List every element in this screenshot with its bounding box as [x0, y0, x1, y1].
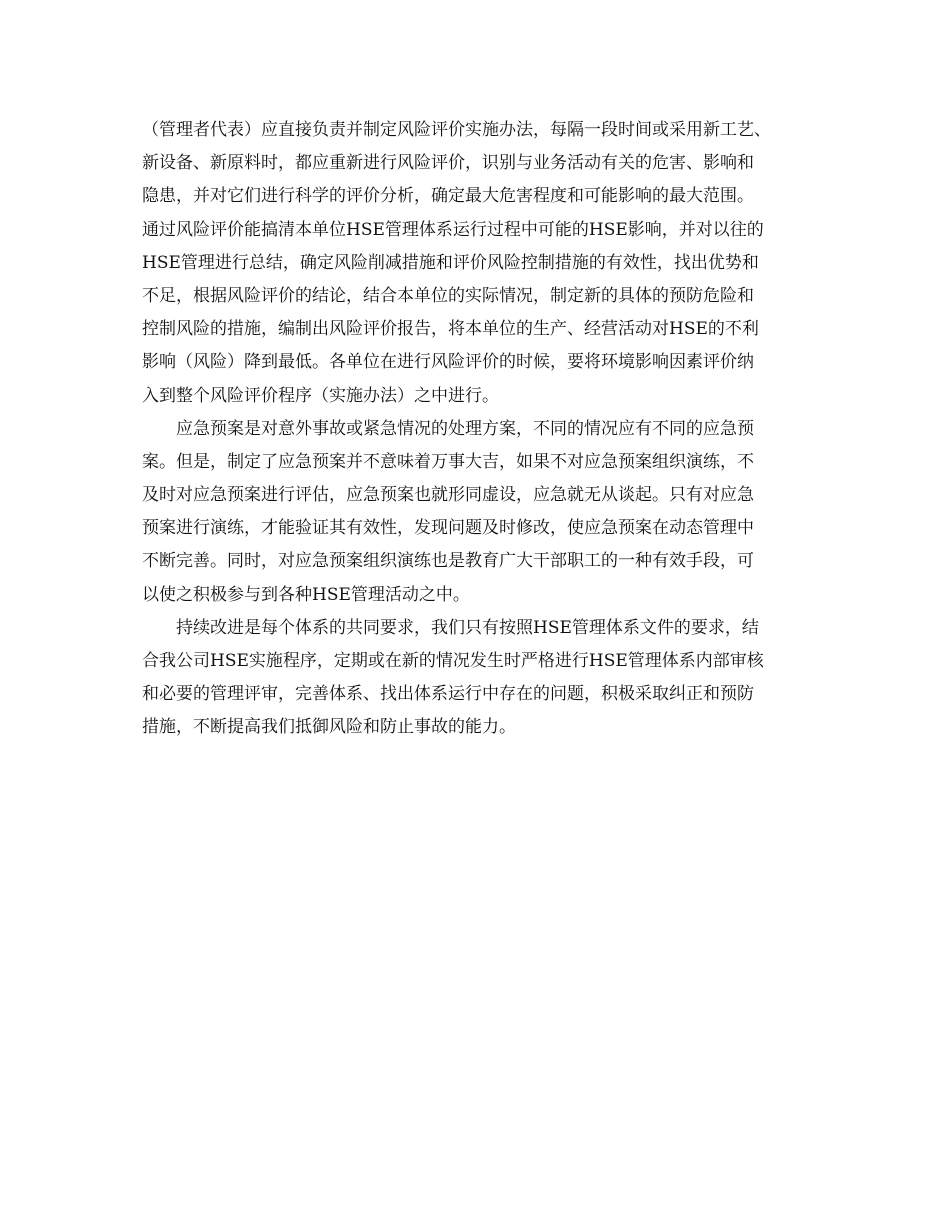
- text-line: 入到整个风险评价程序（实施办法）之中进行。: [142, 385, 499, 406]
- text-line: HSE管理进行总结，确定风险削减措施和评价风险控制措施的有效性，找出优势和: [142, 252, 759, 273]
- text-line: 影响（风险）降到最低。各单位在进行风险评价的时候，要将环境影响因素评价纳: [142, 352, 754, 373]
- text-line: 和必要的管理评审，完善体系、找出体系运行中存在的问题，积极采取纠正和预防: [142, 684, 754, 705]
- text-line: 通过风险评价能搞清本单位HSE管理体系运行过程中可能的HSE影响，并对以往的: [142, 219, 764, 240]
- text-line: 及时对应急预案进行评估，应急预案也就形同虚设，应急就无从谈起。只有对应急: [142, 485, 754, 506]
- text-line: 以使之积极参与到各种HSE管理活动之中。: [142, 584, 470, 605]
- document-body: [142, 114, 822, 745]
- text-line: 措施，不断提高我们抵御风险和防止事故的能力。: [142, 717, 516, 738]
- text-line: 合我公司HSE实施程序，定期或在新的情况发生时严格进行HSE管理体系内部审核: [142, 651, 764, 671]
- paragraph-continuous-improvement: [142, 612, 822, 745]
- paragraph-risk-assessment: [142, 114, 822, 413]
- text-line: 持续改进是每个体系的共同要求，我们只有按照HSE管理体系文件的要求，结: [142, 617, 759, 638]
- text-line: 新设备、新原料时，都应重新进行风险评价，识别与业务活动有关的危害、影响和: [142, 153, 754, 174]
- text-line: 隐患，并对它们进行科学的评价分析，确定最大危害程度和可能影响的最大范围。: [142, 186, 754, 207]
- text-line: 预案进行演练，才能验证其有效性，发现问题及时修改，使应急预案在动态管理中: [142, 518, 754, 539]
- text-line: 不足，根据风险评价的结论，结合本单位的实际情况，制定新的具体的预防危险和: [142, 285, 754, 306]
- paragraph-emergency-plan: [142, 413, 822, 612]
- text-line: （管理者代表）应直接负责并制定风险评价实施办法，每隔一段时间或采用新工艺、: [142, 120, 771, 140]
- text-line: 案。但是，制定了应急预案并不意味着万事大吉，如果不对应急预案组织演练，不: [142, 451, 754, 472]
- text-line: 应急预案是对意外事故或紧急情况的处理方案，不同的情况应有不同的应急预: [142, 418, 754, 439]
- text-line: 不断完善。同时，对应急预案组织演练也是教育广大干部职工的一种有效手段，可: [142, 551, 754, 572]
- text-line: 控制风险的措施，编制出风险评价报告，将本单位的生产、经营活动对HSE的不利: [142, 319, 759, 340]
